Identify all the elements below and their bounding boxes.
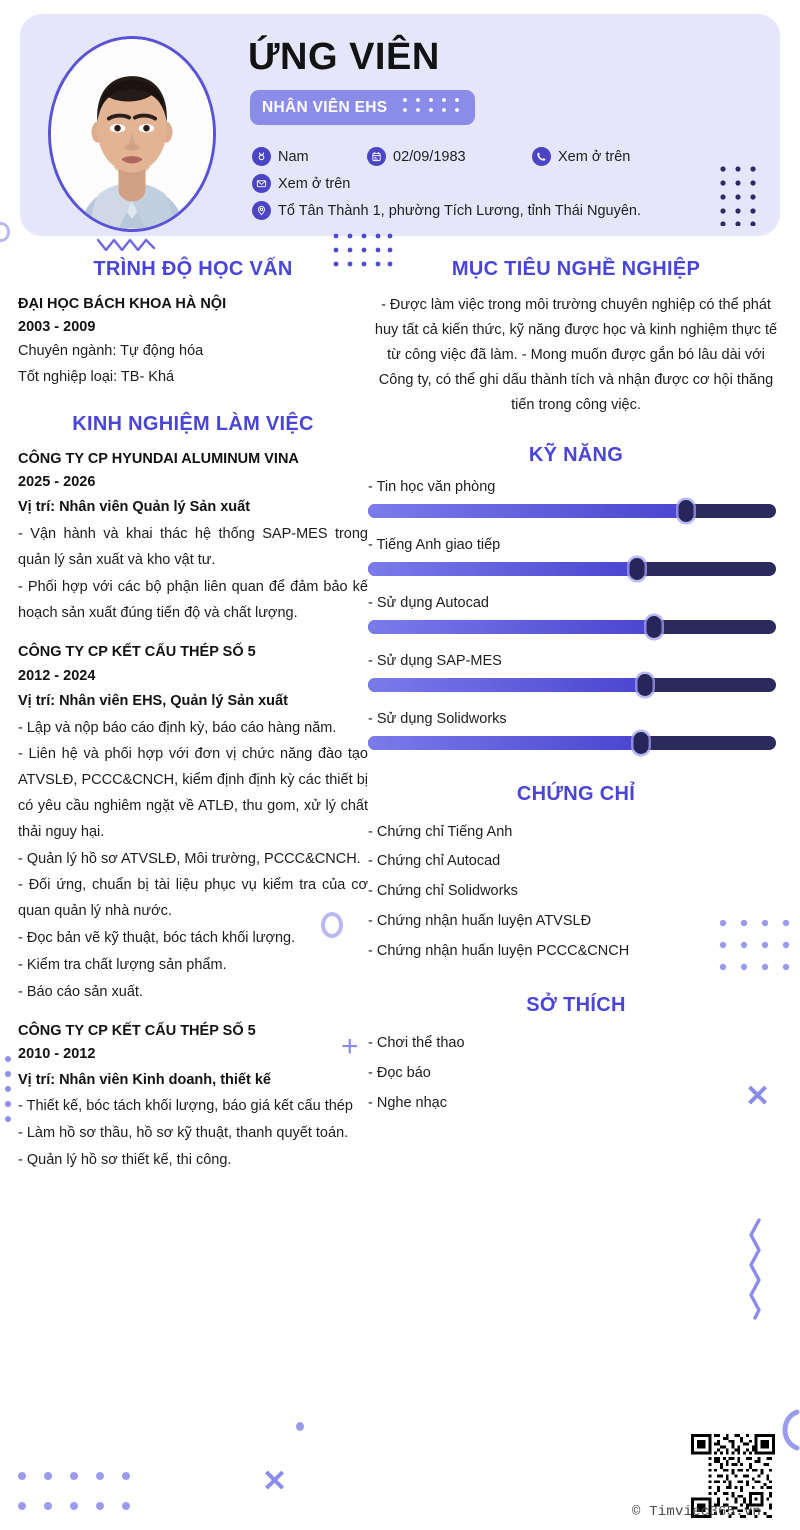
job-duty: - Đọc bản vẽ kỹ thuật, bóc tách khối lượng. [18, 929, 296, 946]
objective-text: - Được làm việc trong môi trường chuyên nghiệp có thể phát huy tất cả kiến thức, kỹ năng được học và kinh nghiệm thực tế từ công việc đã làm. - Mong muốn được gắn bó lâu dài với Công ty, có thể ghi dấu thành tích và nhận được cơ hội thăng tiến trong công việc. [374, 297, 778, 413]
list-item: - Chứng chỉ Tiếng Anh [368, 823, 513, 840]
education-major: Chuyên ngành: Tự động hóa [18, 343, 204, 360]
avatar [48, 36, 216, 232]
status-badge [250, 90, 475, 125]
dot-column-decoration-icon [2, 1055, 14, 1138]
job-duty: - Quản lý hồ sơ ATVSLĐ, Môi trường, PCCC&CNCH. [18, 850, 361, 867]
job-duty: - Phối hợp với các bộ phận liên quan để đảm bảo kế hoạch sản xuất đúng tiến độ và chất lượng. [18, 578, 368, 621]
arc-decoration-icon [775, 1408, 800, 1457]
contact-info [252, 147, 752, 228]
contact-gender [252, 147, 367, 166]
list-item: - Chơi thể thao [368, 1035, 465, 1052]
left-column [18, 258, 368, 1174]
job-duty: - Báo cáo sản xuất. [18, 983, 143, 1000]
footer-credit: © Timviec365.vn [632, 1504, 762, 1520]
job-duty: - Vận hành và khai thác hệ thống SAP-MES trong quản lý sản xuất và kho vật tư. [18, 526, 368, 568]
dot-grid-icon [18, 1472, 134, 1517]
header-card [20, 14, 780, 236]
skill-slider[interactable] [368, 620, 776, 634]
gender-icon [252, 147, 271, 166]
experience-item [18, 448, 368, 626]
section-title-hobbies: SỞ THÍCH [526, 994, 626, 1017]
email-value: Xem ở trên [278, 175, 351, 192]
list-item: - Chứng nhận huấn luyện ATVSLĐ [368, 912, 592, 929]
list-item: - Chứng nhận huấn luyện PCCC&CNCH [368, 942, 630, 959]
skill-knob[interactable] [679, 500, 694, 522]
job-duty: - Làm hồ sơ thầu, hồ sơ kỹ thuật, thanh quyết toán. [18, 1125, 349, 1142]
skill-label: - Tin học văn phòng [368, 478, 496, 495]
address-value: Tổ Tân Thành 1, phường Tích Lương, tỉnh Thái Nguyên. [278, 202, 642, 219]
contact-row [252, 174, 752, 193]
skill-slider[interactable] [368, 736, 776, 750]
company-years: 2025 - 2026 [18, 474, 96, 491]
page-title: ỨNG VIÊN [248, 36, 440, 78]
job-duty: - Lập và nộp báo cáo định kỳ, báo cáo hàng năm. [18, 719, 337, 736]
section-title-objective: MỤC TIÊU NGHỀ NGHIỆP [451, 258, 701, 280]
location-pin-icon [252, 201, 271, 220]
company-name: CÔNG TY CP HYUNDAI ALUMINUM VINA [18, 450, 299, 467]
skill-item [368, 595, 784, 634]
plus-decoration-icon: + [341, 1030, 359, 1063]
contact-row [252, 147, 752, 166]
right-column [368, 258, 784, 1118]
ring-decoration-icon [0, 222, 10, 242]
certificates-list [368, 818, 784, 967]
contact-birthdate [367, 147, 532, 166]
education-school: ĐẠI HỌC BÁCH KHOA HÀ NỘI [18, 296, 227, 312]
skills-list [368, 479, 784, 750]
experience-item [18, 1020, 368, 1174]
section-title-education: TRÌNH ĐỘ HỌC VẤN [93, 258, 293, 280]
contact-email [252, 174, 350, 193]
skill-label: - Sử dụng Autocad [368, 594, 489, 611]
birthdate-value: 02/09/1983 [393, 148, 466, 165]
skill-item [368, 653, 784, 692]
x-decoration-icon: ✕ [745, 1080, 771, 1113]
job-duty: - Liên hệ và phối hợp với đơn vị chức năng đào tạo ATVSLĐ, PCCC&CNCH, kiểm định định kỳ các thiết bị có yêu cầu nghiêm ngặt về ATLĐ, thu gom, xử lý chất thải nguy hại. [18, 746, 368, 840]
dot-grid-icon [718, 164, 758, 231]
skill-fill [368, 736, 641, 750]
company-name: CÔNG TY CP KẾT CẤU THÉP SỐ 5 [18, 1023, 256, 1040]
skill-knob[interactable] [638, 674, 653, 696]
company-years: 2010 - 2012 [18, 1046, 96, 1063]
job-position: Vị trí: Nhân viên Quản lý Sản xuất [18, 499, 251, 516]
skill-slider[interactable] [368, 504, 776, 518]
calendar-icon [367, 147, 386, 166]
experience-item [18, 641, 368, 1005]
job-title-label: NHÂN VIÊN EHS [262, 98, 388, 116]
skill-item [368, 711, 784, 750]
skill-fill [368, 504, 686, 518]
hobbies-list [368, 1029, 784, 1118]
contact-phone [532, 147, 630, 166]
skill-fill [368, 562, 637, 576]
education-grade: Tốt nghiệp loại: TB- Khá [18, 369, 175, 386]
phone-value: Xem ở trên [558, 148, 631, 165]
company-name: CÔNG TY CP KẾT CẤU THÉP SỐ 5 [18, 644, 256, 661]
skill-knob[interactable] [634, 732, 649, 754]
job-duty: - Thiết kế, bóc tách khối lượng, báo giá kết cấu thép [18, 1098, 353, 1115]
skill-slider[interactable] [368, 678, 776, 692]
job-duty: - Đối ứng, chuẩn bị tài liệu phục vụ kiểm tra của cơ quan quản lý nhà nước. [18, 877, 368, 920]
skill-knob[interactable] [646, 616, 661, 638]
job-duty: - Quản lý hồ sơ thiết kế, thi công. [18, 1152, 232, 1169]
list-item: - Chứng chỉ Autocad [368, 853, 501, 870]
contact-row [252, 201, 752, 220]
phone-icon [532, 147, 551, 166]
contact-address [252, 201, 641, 220]
skill-item [368, 479, 784, 518]
dot-decoration-icon [296, 1422, 304, 1431]
zigzag-decoration-icon [96, 234, 160, 259]
skill-label: - Tiếng Anh giao tiếp [368, 536, 501, 553]
skill-label: - Sử dụng Solidworks [368, 710, 507, 727]
skill-knob[interactable] [630, 558, 645, 580]
list-item: - Nghe nhạc [368, 1094, 447, 1111]
education-years: 2003 - 2009 [18, 319, 96, 336]
skill-fill [368, 678, 645, 692]
dot-grid-icon [401, 95, 463, 120]
skill-slider[interactable] [368, 562, 776, 576]
list-item: - Chứng chỉ Solidworks [368, 883, 518, 900]
skill-label: - Sử dụng SAP-MES [368, 652, 502, 669]
x-decoration-icon: ✕ [262, 1465, 288, 1498]
job-duty: - Kiểm tra chất lượng sản phẩm. [18, 956, 227, 973]
section-title-certificates: CHỨNG CHỈ [516, 782, 636, 805]
section-title-skills: KỸ NĂNG [528, 443, 624, 466]
list-item: - Đọc báo [368, 1065, 431, 1081]
job-position: Vị trí: Nhân viên EHS, Quản lý Sản xuất [18, 692, 288, 709]
job-position: Vị trí: Nhân viên Kinh doanh, thiết kế [18, 1071, 271, 1088]
skill-item [368, 537, 784, 576]
company-years: 2012 - 2024 [18, 667, 96, 684]
skill-fill [368, 620, 654, 634]
section-title-experience: KINH NGHIỆM LÀM VIỆC [72, 412, 314, 435]
zigzag-decoration-icon [745, 1218, 769, 1327]
envelope-icon [252, 174, 271, 193]
gender-value: Nam [278, 148, 309, 165]
